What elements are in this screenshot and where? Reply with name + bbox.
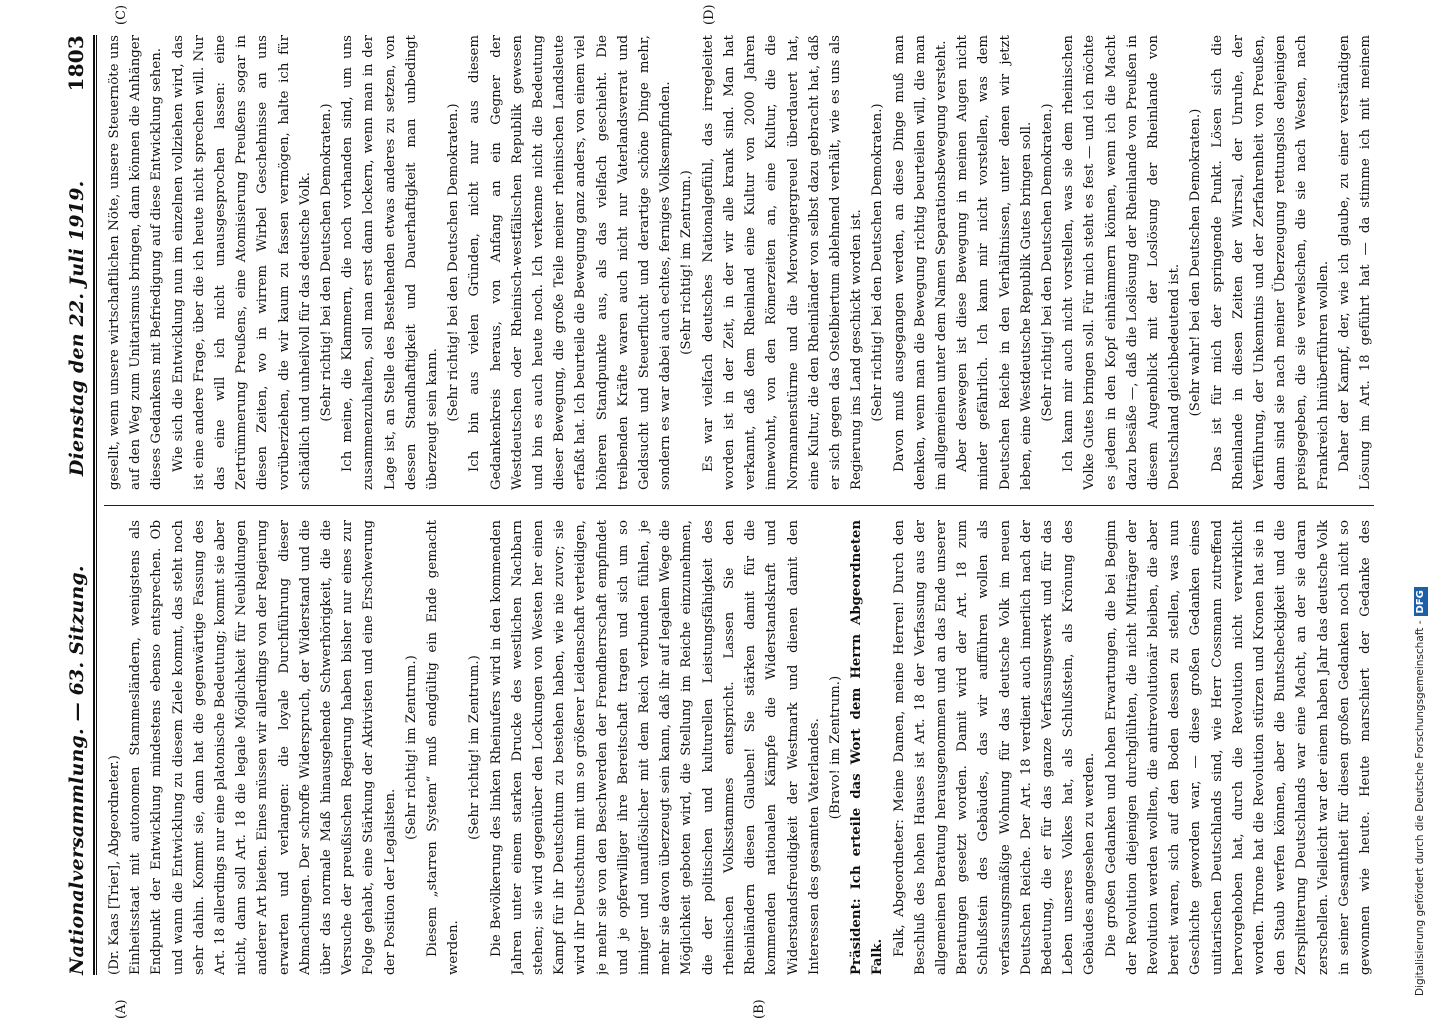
paragraph: Ich kann mir auch nicht vorstellen, was sie dem rheinischen Volke Gutes bringen soll. Für mich steht es fest — und ich möchte es jedem in den Kopf einhämmern können, wenn ich die Macht dazu besäße —, daß die Loslösung der Rheinlande von Preußen in diesem Augenblick mit der Loslösung der Rheinlande von Deutschland gleichbedeutend ist. — [1061, 35, 1183, 490]
reaction: (Bravo! im Zentrum.) — [827, 675, 843, 820]
margin-marker-a: (A) — [114, 999, 129, 1019]
paragraph: Davon muß ausgegangen werden, an diese Dinge muß man denken, wenn man die Bewegung richtig beurteilen will, die man im allgemeinen unter dem Namen Separationsbewegung versteht. — [891, 35, 949, 490]
reaction: (Sehr richtig! im Zentrum.) — [403, 655, 419, 840]
header-left-title: Nationalversammlung. — 63. Sitzung. — [66, 565, 88, 975]
page-number: 1803 — [64, 35, 88, 92]
reaction: (Sehr richtig! bei den Deutschen Demokraten.) — [870, 103, 886, 422]
paragraph: gesellt, wenn unsere wirtschaftlichen Nöte, unsere Steuernöte uns auf den Weg zum Unitarismus bringen, dann können die Anhänger dieses Gedankens mit Befriedigung auf diese Entwicklung sehen. — [107, 35, 165, 490]
reaction: (Sehr richtig! bei den Deutschen Demokraten.) — [446, 103, 462, 422]
column-divider — [104, 505, 1374, 506]
paragraph: Falk, Abgeordneter: Meine Damen, meine Herren! Durch den Beschluß des hohen Hauses ist Art. 18 der Verfassung aus der allgemeinen Beratung herausgenommen und an das Ende unserer Beratungen gesetzt worden. Damit wird der Art. 18 zum Schlußstein des Gebäudes, das wir aufführen wollen als verfassungsmäßige Wohnung für das deutsche Volk im neuen Deutschen Reiche. Der Art. 18 verdient auch innerlich nach der Bedeutung, die er für das ganze Verfassungswerk und für das Leben unseres Volkes hat, als Schlußstein, als Krönung des Gebäudes angesehen zu werden. — [891, 520, 1098, 975]
margin-marker-b: (B) — [752, 999, 767, 1019]
paragraph: Die Bevölkerung des linken Rheinufers wird in den kommenden Jahren unter einem starken Drucke des westlichen Nachbarn stehen; sie wird gegenüber den Lockungen von Westen her einen Kampf für ihr Deutschtum zu bestehen haben, wie nie zuvor; sie wird ihr Deutschtum mit um so größerer Leidenschaft verteidigen, je mehr sie von den Beschwerden der Fremdherrschaft empfindet und je opferwilliger ihre Bereitschaft tragen und sich um so inniger und unauflöslicher mit dem Reich verbunden fühlen, je mehr sie davon überzeugt sein kann, daß ihr auf legalem Wege die Möglichkeit geboten wird, die Stellung im Reiche einzunehmen, die der politischen und kulturellen Leistungsfähigkeit des rheinischen Volksstammes entspricht. Lassen Sie den Rheinländern diesen Glauben! Sie stärken damit für die kommenden nationalen Kämpfe die Widerstandskraft und Widerstandsfreudigkeit der Westmark und dienen damit den Interessen des gesamten Vaterlandes. — [488, 520, 822, 975]
scanned-page — [52, 4, 1382, 1019]
header-rule-thin — [96, 35, 97, 975]
reaction: (Sehr richtig! im Zentrum.) — [467, 655, 483, 840]
paragraph: Wie sich die Entwicklung nun im einzelnen vollziehen wird, das ist eine andere Frage, über die ich heute nicht sprechen will. Nur das eine will ich nicht unausgesprochen lassen: eine Zertrümmerung Preußens, eine Atomisierung Preußens sogar in diesen Zeiten, wo in wirrem Wirbel Geschehnisse an uns vorüberziehen, die wir kaum zu fassen vermögen, halte ich für schädlich und unheilvoll für das deutsche Volk. — [170, 35, 313, 490]
paragraph: Das ist für mich der springende Punkt. Lösen sich die Rheinlande in diesen Zeiten der Wirrsal, der Unruhe, der Verführung, der Unkenntnis und der Zerfahrenheit von Preußen, dann sind sie nach meiner Überzeugung rettungslos denjenigen preisgegeben, die sie verwelschen, die sie nach Westen, nach Frankreich hinüberführen wollen. — [1209, 35, 1331, 490]
right-column — [104, 35, 1374, 490]
left-column — [104, 520, 1374, 975]
paragraph: Daher der Kampf, der, wie ich glaube, zu einer verständigen Lösung im Art. 18 geführt hat — da stimme ich mit meinem — [1336, 35, 1373, 490]
speaker-line: (Dr. Kaas [Trier], Abgeordneter.) — [107, 755, 122, 975]
credit-text: Digitalisierung gefördert durch die Deutsche Forschungsgemeinschaft - — [1414, 620, 1426, 996]
reaction: (Sehr richtig! bei den Deutschen Demokraten.) — [1039, 103, 1055, 422]
running-head — [52, 35, 88, 975]
reaction: (Sehr richtig! bei den Deutschen Demokraten.) — [319, 103, 335, 422]
reaction: (Sehr richtig! im Zentrum.) — [679, 170, 695, 355]
header-rule — [93, 35, 95, 975]
president-line: Präsident: Ich erteile das Wort dem Herrn Abgeordneten Falk. — [849, 520, 886, 975]
paragraph: Aber deswegen ist diese Bewegung in meinen Augen nicht minder gefährlich. Ich kann mir nicht vorstellen, was dem Deutschen Reiche in den Verhältnissen, unter denen wir jetzt leben, eine Westdeutsche Republik Gutes bringen soll. — [955, 35, 1034, 490]
paragraph: Diesem „starren System“ muß endgültig ein Ende gemacht werden. — [425, 520, 462, 975]
reaction: (Sehr wahr! bei den Deutschen Demokraten.) — [1188, 108, 1204, 417]
paragraph: Einheitsstaat mit autonomen Stammesländern, wenigstens als Endpunkt der Entwicklung mindestens ebenso entsprechen. Ob und wann die Entwicklung zu diesem Ziele kommt, das steht noch sehr dahin. Kommt sie, dann hat die gegenwärtige Fassung des Art. 18 allerdings nur eine platonische Bedeutung; kommt sie aber nicht, dann soll Art. 18 die legale Möglichkeit für Neubildungen anderer Art bieten. Eines müssen wir allerdings von der Regierung erwarten und verlangen: die loyale Durchführung dieser Abmachungen. Der schroffe Widerspruch, der Widerstand und die über das normale Maß hinausgehende Schwerhörigkeit, die die Versuche der preußischen Regierung haben bisher nur eines zur Folge gehabt, eine Stärkung der Aktivisten und eine Erschwerung der Position der Legalisten. — [128, 520, 398, 975]
paragraph: Die großen Gedanken und hohen Erwartungen, die bei Beginn der Revolution diejenigen durchglühten, die nicht Mitträger der Revolution werden wollten, die antirevolutionär bleiben, die aber bereit waren, sich auf den Boden dessen zu stellen, was nun Geschichte geworden war, — diese großen Gedanken eines unitarischen Deutschlands sind, wie Herr Cossmann zutreffend hervorgehoben hat, durch die Revolution nicht verwirklicht worden. Throne hat die Revolution stürzen und Kronen hat sie in den Staub werfen können, aber die Buntscheckigkeit und die Zersplitterung Deutschlands war eine Macht, an der sie daran zerschellen. Vielleicht war der einem haben Jahr das deutsche Volk in seiner Gesamtheit für diesen großen Gedanken noch nicht so gewonnen wie heute. Heute marschiert der Gedanke des — [1103, 520, 1373, 975]
header-date: Dienstag den 22. Juli 1919. — [66, 180, 88, 477]
margin-marker-d: (D) — [702, 4, 717, 25]
paragraph: Es war vielfach deutsches Nationalgefühl, das irregeleitet worden ist in der Zeit, in der wir alle krank sind. Man hat verkannt, daß dem Rheinland eine Kultur von 2000 Jahren innewohnt, von den Römerzeiten an, eine Kultur, die die Normannenstürme und die Merowingergreuel überdauert hat, eine Kultur, die den Rheinländer von selbst dazu gebracht hat, daß er sich gegen das Ostelbiertum ablehnend verhält, wie es uns als Regierung ins Land geschickt worden ist. — [700, 35, 865, 490]
paragraph: Ich bin aus vielen Gründen, nicht nur aus diesem Gedankenkreis heraus, von Anfang an ein Gegner der Westdeutschen oder Rheinisch-westfälischen Republik gewesen und bin es auch heute noch. Ich verkenne nicht die Bedeutung dieser Bewegung, die große Teile meiner rheinischen Landsleute erfaßt hat. Ich beurteile die Bewegung ganz anders, von einem viel höheren Standpunkte aus, als das vielfach geschieht. Die treibenden Kräfte waren auch nicht nur Vaterlandsverrat und Geldsucht und Steuerflucht und derartige schöne Dinge mehr, sondern es war dabei auch echtes, ferniges Volksempfinden. — [467, 35, 674, 490]
paragraph: Ich meine, die Klammern, die noch vorhanden sind, um uns zusammenzuhalten, soll man erst dann lockern, wenn man in der Lage ist, an Stelle des Bestehenden etwas anderes zu setzen, von dessen Standhaftigkeit und Dauerhaftigkeit man unbedingt überzeugt sein kann. — [340, 35, 441, 490]
digitization-credit — [1410, 6, 1430, 996]
dfg-logo: DFG — [1414, 587, 1428, 616]
margin-marker-c: (C) — [114, 4, 129, 25]
